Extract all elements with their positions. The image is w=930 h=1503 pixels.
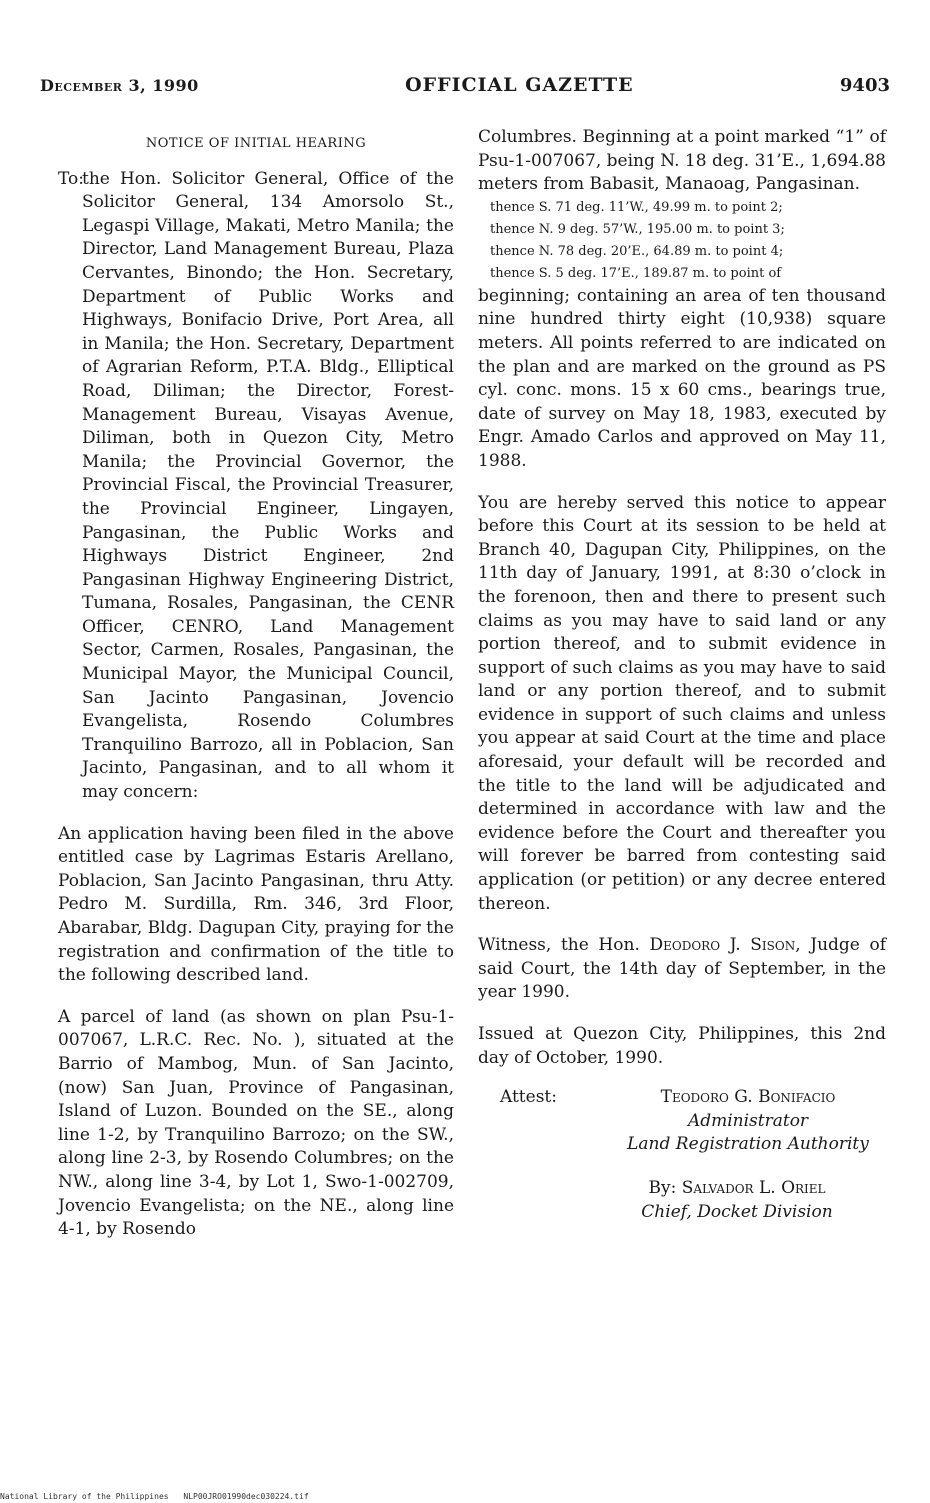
survey-line: thence N. 78 deg. 20’E., 64.89 m. to point 4; bbox=[490, 243, 784, 259]
by-title: Chief, Docket Division bbox=[641, 1201, 833, 1222]
attest-title: Administrator bbox=[687, 1110, 809, 1131]
by-block bbox=[478, 1177, 886, 1224]
parcel-paragraph: A parcel of land (as shown on plan Psu-1-007067, L.R.C. Rec. No. ), situated at the Barrio of Mambog, Mun. of San Jacinto, (now) San Juan, Province of Pangasinan, Island of Luzon. Bounded on the SE., along line 1-2, by Tranquilino Barrozo; on the SW., along line 2-3, by Rosendo Columbres; on the NW., along line 3-4, by Lot 1, Swo-1-002709, Jovencio Evangelista; on the NE., along line 4-1, by Rosendo bbox=[58, 1006, 454, 1240]
survey-line: thence S. 71 deg. 11’W., 49.99 m. to point 2; bbox=[490, 199, 783, 215]
beginning-paragraph: beginning; containing an area of ten thousand nine hundred thirty eight (10,938) square meters. All points referred to are indicated on the plan and are marked on the ground as PS cyl. conc. mons. 15 x 60 cms., bearings true, date of survey on May 18, 1983, executed by Engr. Amado Carlos and approved on May 11, 1988. bbox=[478, 285, 886, 471]
witness-paragraph bbox=[478, 934, 886, 1005]
by-label: By: bbox=[648, 1177, 677, 1198]
attest-signatory bbox=[610, 1086, 886, 1157]
issued-paragraph: Issued at Quezon City, Philippines, this 2nd day of October, 1990. bbox=[478, 1024, 886, 1068]
witness-judge-name: Deodoro J. Sison bbox=[649, 935, 796, 956]
attest-name: Teodoro G. Bonifacio bbox=[660, 1087, 836, 1108]
by-name: Salvador L. Oriel bbox=[681, 1177, 826, 1198]
witness-prefix: Witness, the Hon. bbox=[478, 935, 640, 956]
to-label: To: bbox=[58, 168, 84, 189]
header-page-number: 9403 bbox=[839, 74, 890, 96]
witness-suffix: , Judge of said Court, the 14th day of September, in the year 1990. bbox=[478, 935, 887, 1003]
header-title: OFFICIAL GAZETTE bbox=[405, 74, 634, 96]
addressee-block bbox=[58, 168, 454, 805]
addressee-list: the Hon. Solicitor General, Office of the Solicitor General, 134 Amorsolo St., Legaspi Village, Makati, Metro Manila; the Director, Land Management Bureau, Plaza Cervantes, Binondo; the Hon. Secretary, Department of Public Works and Highways, Bonifacio Drive, Port Area, all in Manila; the Hon. Secretary, Department of Agrarian Reform, P.T.A. Bldg., Elliptical Road, Diliman; the Director, Forest-Management Bureau, Visayas Avenue, Diliman, both in Quezon City, Metro Manila; the Provincial Governor, the Provincial Fiscal, the Provincial Treasurer, the Provincial Engineer, Lingayen, Pangasinan, the Public Works and Highways District Engineer, 2nd Pangasinan Highway Engineering District, Tumana, Rosales, Pangasinan, the CENR Officer, CENRO, Land Management Sector, Carmen, Rosales, Pangasinan, the Municipal Mayor, the Municipal Council, San Jacinto Pangasinan, Jovencio Evangelista, Rosendo Columbres Tranquilino Barrozo, all in Poblacion, San Jacinto, Pangasinan, and to all whom it may concern: bbox=[82, 168, 454, 803]
footer-file-id: NLP00JRO01990dec030224.tif bbox=[183, 1492, 309, 1501]
left-column bbox=[58, 126, 454, 1242]
page-header bbox=[40, 70, 890, 100]
survey-line: thence S. 5 deg. 17’E., 189.87 m. to point of bbox=[490, 265, 782, 281]
notice-title: NOTICE OF INITIAL HEARING bbox=[145, 136, 367, 151]
attest-block bbox=[478, 1086, 886, 1157]
survey-line: thence N. 9 deg. 57’W., 195.00 m. to point 3; bbox=[490, 221, 785, 237]
right-column bbox=[478, 126, 886, 1224]
header-date: December 3, 1990 bbox=[40, 75, 199, 95]
parcel-continuation: Columbres. Beginning at a point marked “1” of Psu-1-007067, being N. 18 deg. 31’E., 1,694.88 meters from Babasit, Manaoag, Pangasinan. bbox=[478, 127, 886, 195]
scan-footer bbox=[0, 1492, 319, 1501]
footer-library: National Library of the Philippines bbox=[0, 1492, 169, 1501]
survey-bearings bbox=[478, 197, 886, 285]
attest-office: Land Registration Authority bbox=[627, 1134, 869, 1155]
attest-label: Attest: bbox=[500, 1087, 557, 1108]
application-paragraph: An application having been filed in the above entitled case by Lagrimas Estaris Arellano, Poblacion, San Jacinto Pangasinan, thru Atty. Pedro M. Surdilla, Rm. 346, 3rd Floor, Abarabar, Bldg. Dagupan City, praying for the registration and confirmation of the title to the following described land. bbox=[58, 823, 454, 986]
served-paragraph: You are hereby served this notice to appear before this Court at its session to be held at Branch 40, Dagupan City, Philippines, on the 11th day of January, 1991, at 8:30 o’clock in the forenoon, then and there to present such claims as you may have to said land or any portion thereof, and to submit evidence in support of such claims as you may have to said land or any portion thereof, and to submit evidence in support of such claims and unless you appear at said Court at the time and place aforesaid, your default will be recorded and the title to the land will be adjudicated and determined in accordance with law and the evidence before the Court and thereafter you will forever be barred from contesting said application (or petition) or any decree entered thereon. bbox=[478, 492, 886, 914]
